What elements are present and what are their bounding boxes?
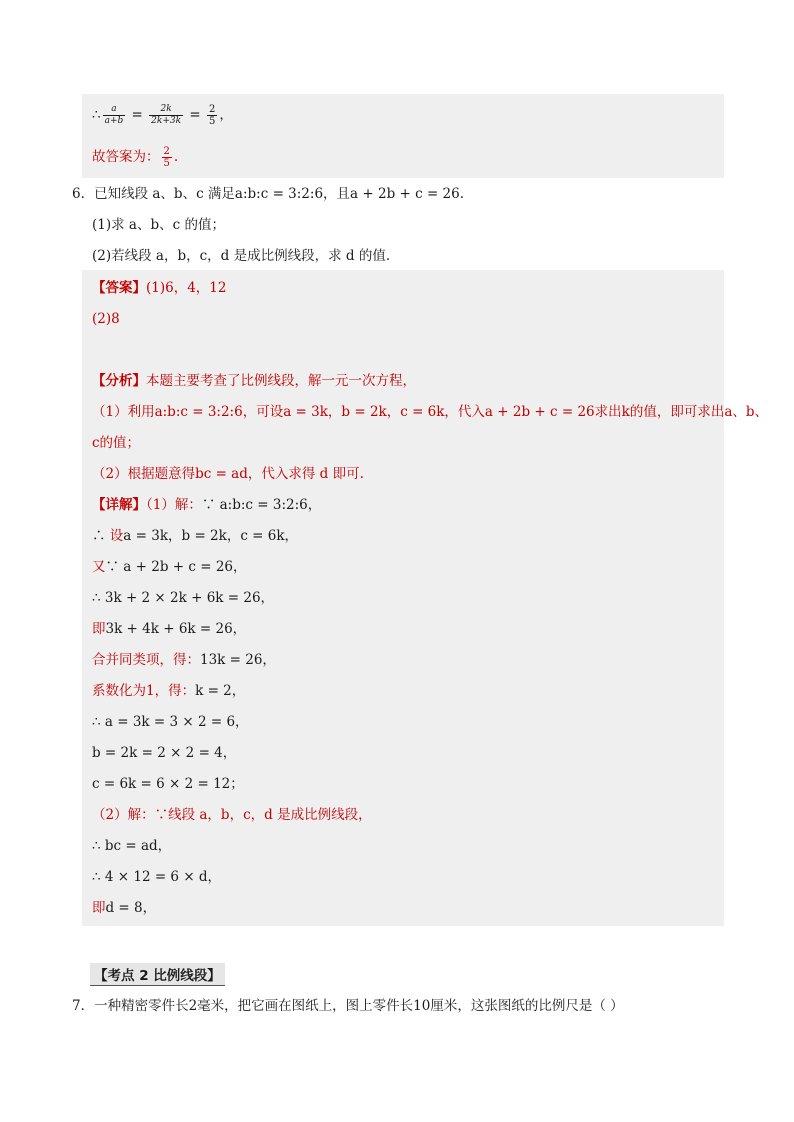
part-2-step-1: ∴ bc = ad， (92, 838, 172, 854)
answer-line-2: (2)8 (92, 311, 120, 327)
fraction-line: ∴ $\frac{a}{a+b}$ = $\frac{2k}{2k+3k}$ = $\frac{2}{5}$ ， (92, 104, 233, 127)
answer-label: 【答案】 (92, 280, 146, 296)
step-2: 又∵ a + 2b + c = 26， (92, 559, 247, 575)
step-1: ∴ 设a = 3k，b = 2k，c = 6k， (92, 528, 299, 544)
question-6-part-2: (2)若线段 a，b，c，d 是成比例线段，求 d 的值. (92, 248, 391, 264)
step-4: 即3k + 4k + 6k = 26， (92, 621, 247, 637)
fraction-2k-over-5k: $\frac{2k}{2k+3k}$ (151, 104, 182, 126)
answer-line: 【答案】(1)6，4，12 (92, 280, 227, 296)
question-7-stem: 7．一种精密零件长2毫米，把它画在图纸上，图上零件长10厘米，这张图纸的比例尺是（ ） (72, 998, 624, 1014)
step-7: ∴ a = 3k = 3 × 2 = 6， (92, 714, 249, 730)
analysis-label: 【分析】 (92, 373, 146, 389)
part-2-step-2: ∴ 4 × 12 = 6 × d， (92, 869, 222, 885)
fraction-two-fifths: $\frac{2}{5}$ (208, 104, 216, 127)
analysis-step-1b: c的值； (92, 435, 141, 451)
analysis-line: 【分析】本题主要考查了比例线段，解一元一次方程， (92, 373, 416, 389)
section-heading: 【考点 2 比例线段】 (90, 963, 225, 986)
question-6-stem: 6．已知线段 a、b、c 满足a:b:c = 3:2:6，且a + 2b + c = 26. (72, 186, 465, 202)
part-2-step-3: 即d = 8， (92, 900, 157, 916)
fraction-a-over-a-plus-b: $\frac{a}{a+b}$ (104, 104, 124, 126)
analysis-step-2: （2）根据题意得bc = ad，代入求得 d 即可. (92, 466, 364, 482)
detail-label: 【详解】 (92, 497, 146, 513)
step-8: b = 2k = 2 × 2 = 4， (92, 745, 237, 761)
previous-answer-line: 故答案为： $\frac{2}{5}$ . (92, 146, 179, 169)
part-2-intro: （2）解：∵线段 a，b，c，d 是成比例线段， (92, 807, 372, 823)
question-6-part-1: (1)求 a、b、c 的值； (92, 217, 225, 233)
step-5: 合并同类项，得：13k = 26， (92, 652, 276, 668)
analysis-step-1a: （1）利用a:b:c = 3:2:6，可设a = 3k，b = 2k，c = 6k，代入a + 2b + c = 26求出k的值，即可求出a、b、 (92, 404, 769, 420)
step-3: ∴ 3k + 2 × 2k + 6k = 26， (92, 590, 275, 606)
answer-fraction: $\frac{2}{5}$ (163, 146, 170, 169)
step-9: c = 6k = 6 × 2 = 12； (92, 776, 244, 792)
step-6: 系数化为1，得：k = 2， (92, 683, 246, 699)
detail-intro-line: 【详解】（1）解：∵ a:b:c = 3:2:6， (92, 497, 322, 513)
